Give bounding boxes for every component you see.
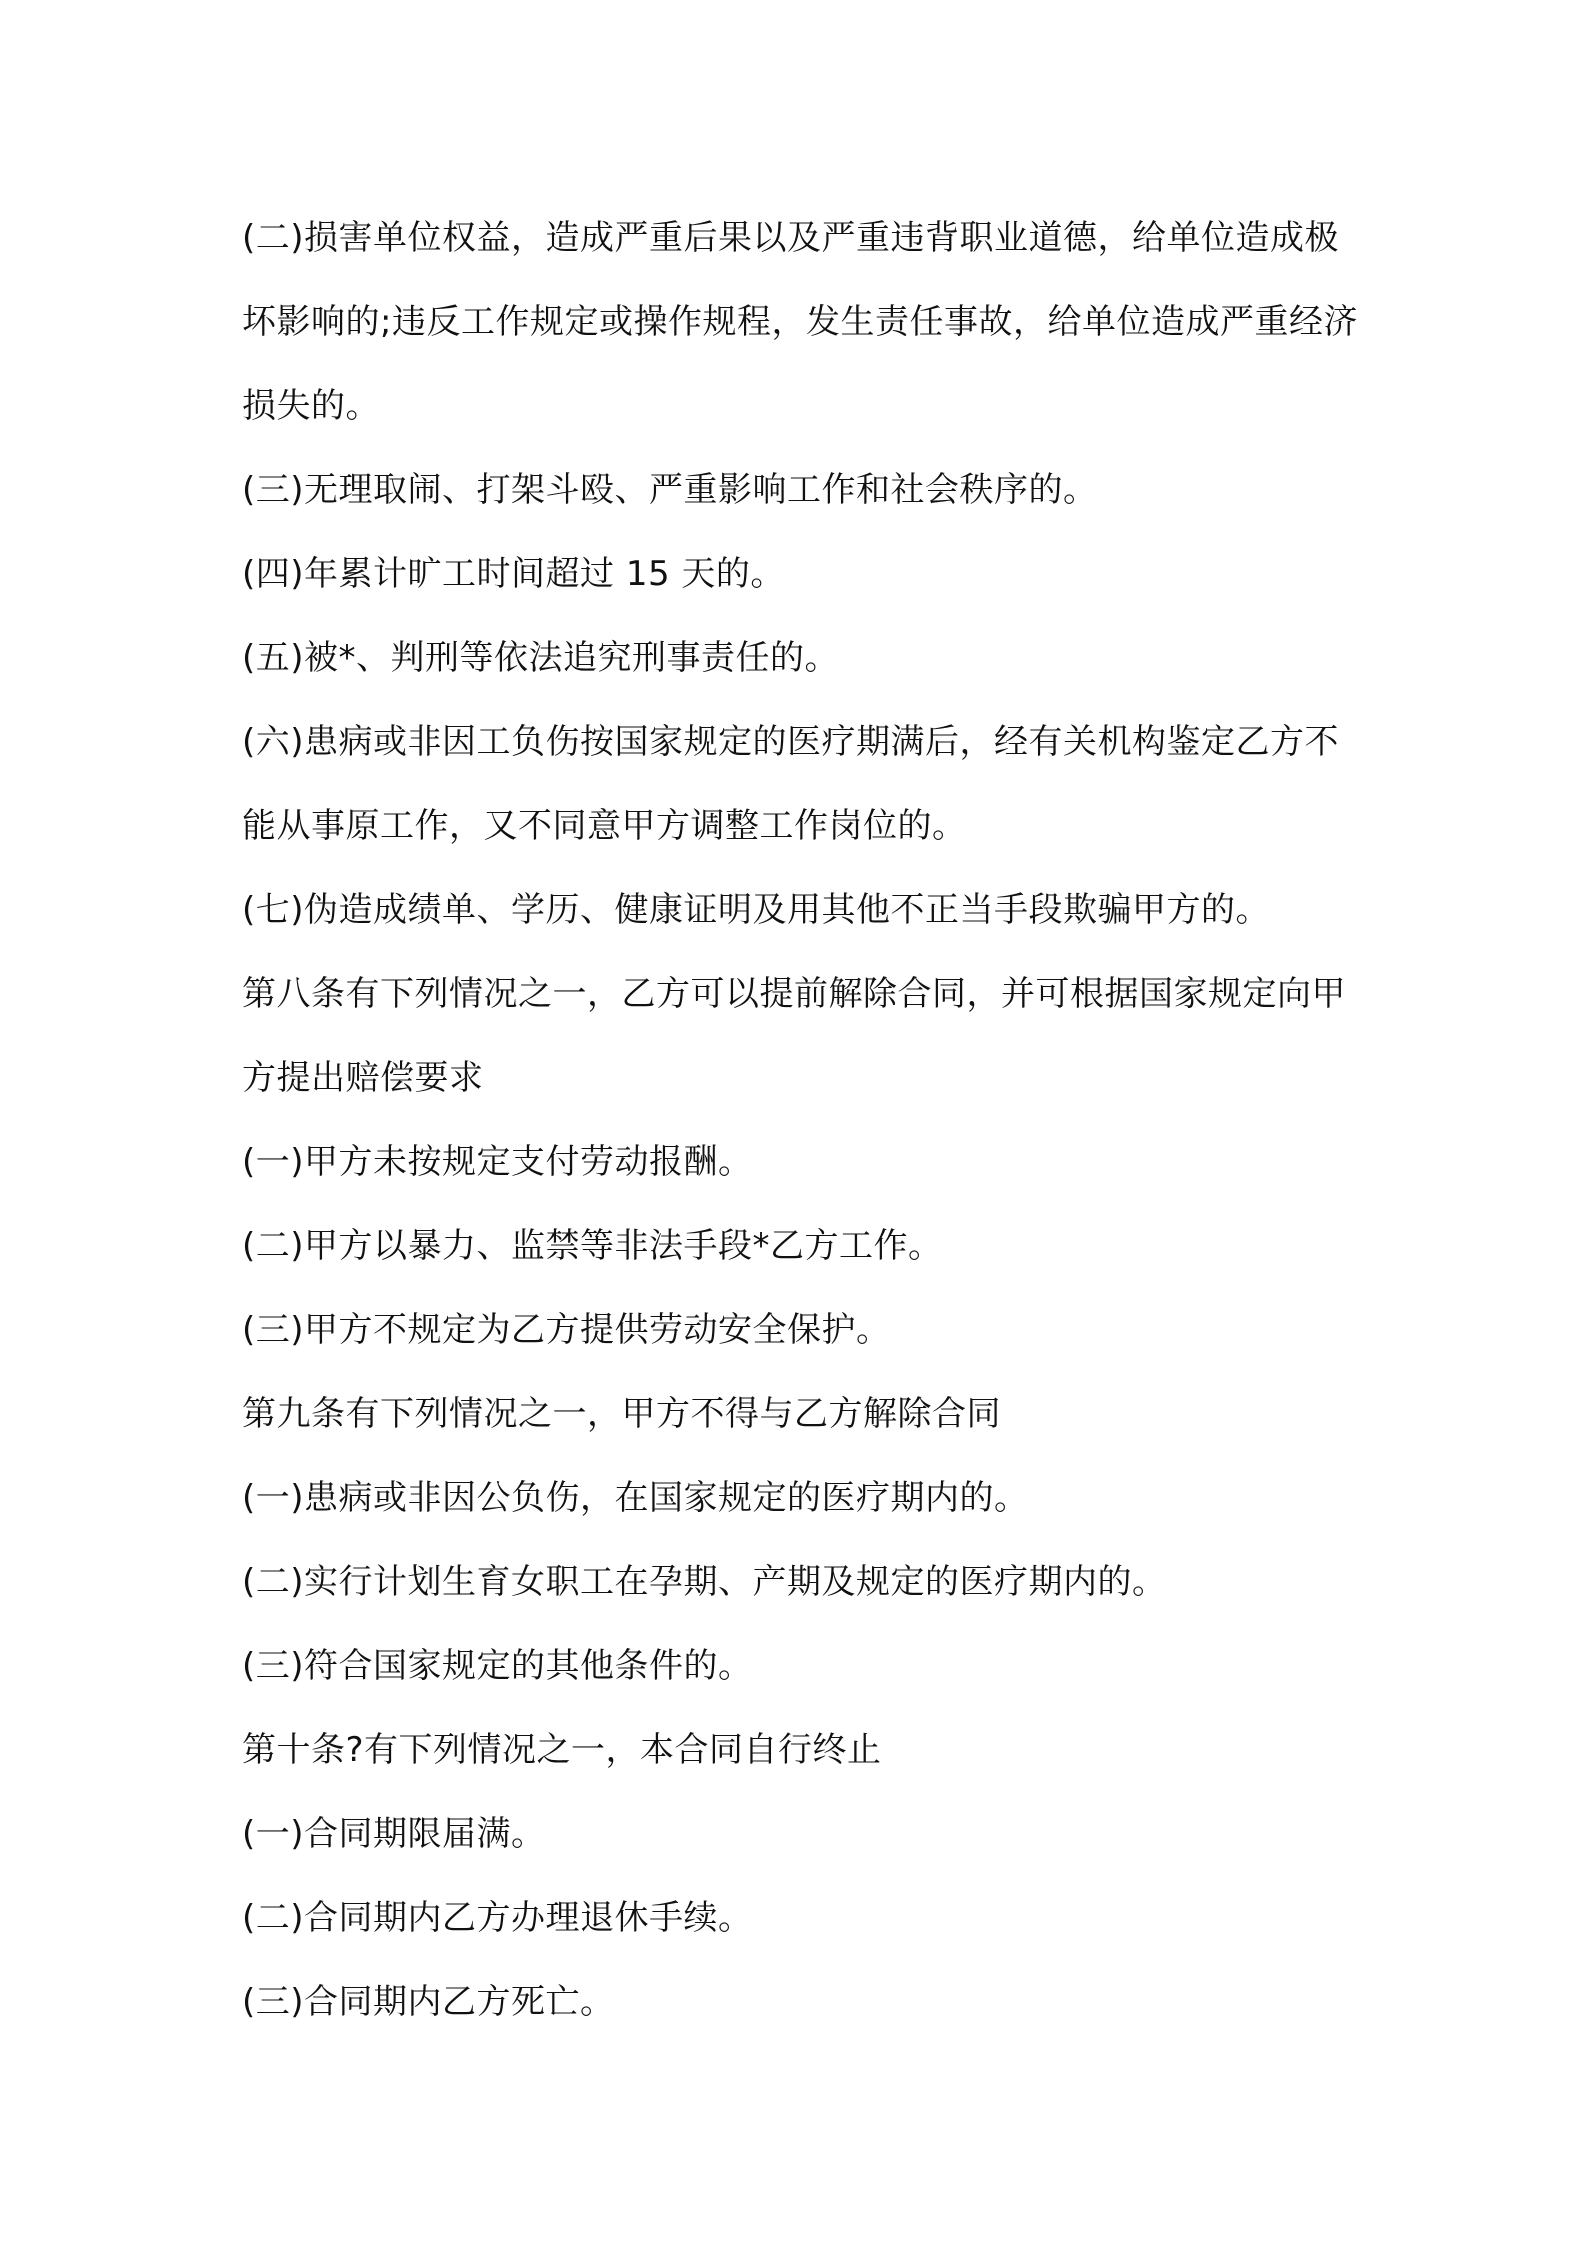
paragraph-article-10-heading: 第十条?有下列情况之一，本合同自行终止: [242, 1730, 882, 1770]
paragraph-clause-3-disorder: (三)无理取闹、打架斗殴、严重影响工作和社会秩序的。: [242, 470, 1098, 510]
paragraph-article-9-item-1: (一)患病或非因公负伤，在国家规定的医疗期内的。: [242, 1478, 1029, 1518]
paragraph-article-9-heading: 第九条有下列情况之一，甲方不得与乙方解除合同: [242, 1394, 1001, 1434]
paragraph-article-10-item-1: (一)合同期限届满。: [242, 1814, 546, 1854]
paragraph-article-8-heading: 第八条有下列情况之一，乙方可以提前解除合同，并可根据国家规定向甲方提出赔偿要求: [242, 974, 1346, 1098]
paragraph-clause-5-criminal: (五)被*、判刑等依法追究刑事责任的。: [242, 638, 840, 678]
document-page: [242, 196, 1362, 2044]
paragraph-article-8-item-2: (二)甲方以暴力、监禁等非法手段*乙方工作。: [242, 1226, 943, 1266]
paragraph-article-9-item-3: (三)符合国家规定的其他条件的。: [242, 1646, 753, 1686]
paragraph-clause-6-illness: (六)患病或非因工负伤按国家规定的医疗期满后，经有关机构鉴定乙方不能从事原工作，又不同意甲方调整工作岗位的。: [242, 722, 1340, 846]
paragraph-clause-7-fraud: (七)伪造成绩单、学历、健康证明及用其他不正当手段欺骗甲方的。: [242, 890, 1271, 930]
paragraph-clause-2-damage: (二)损害单位权益，造成严重后果以及严重违背职业道德，给单位造成极坏影响的;违反工作规定或操作规程，发生责任事故，给单位造成严重经济损失的。: [242, 218, 1358, 426]
paragraph-article-10-item-3: (三)合同期内乙方死亡。: [242, 1982, 615, 2022]
paragraph-article-9-item-2: (二)实行计划生育女职工在孕期、产期及规定的医疗期内的。: [242, 1562, 1167, 1602]
paragraph-article-10-item-2: (二)合同期内乙方办理退休手续。: [242, 1898, 753, 1938]
paragraph-clause-4-absence: (四)年累计旷工时间超过 15 天的。: [242, 554, 785, 594]
paragraph-article-8-item-3: (三)甲方不规定为乙方提供劳动安全保护。: [242, 1310, 891, 1350]
paragraph-article-8-item-1: (一)甲方未按规定支付劳动报酬。: [242, 1142, 753, 1182]
